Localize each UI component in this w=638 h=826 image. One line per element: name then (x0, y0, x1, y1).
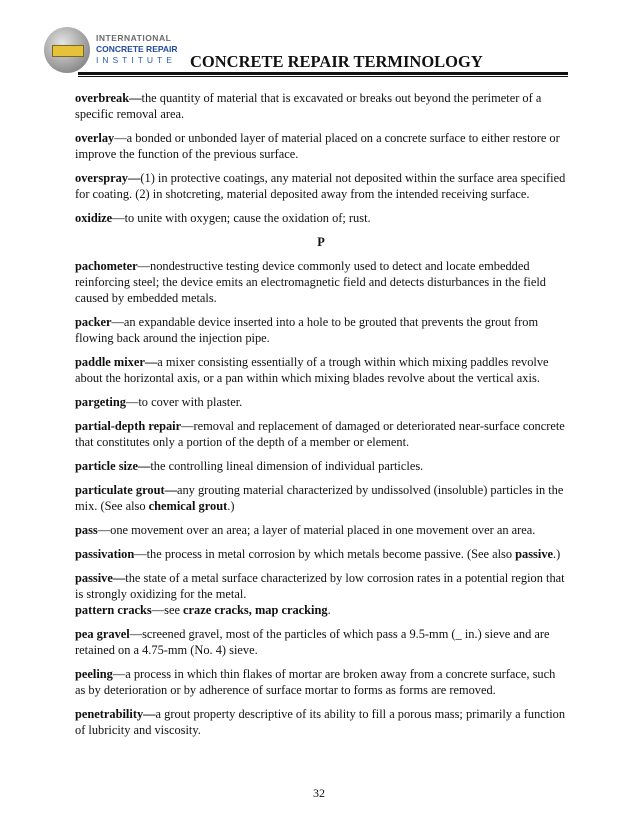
header-rule-thin (78, 76, 568, 77)
entry-definition: —a bonded or unbonded layer of material placed on a concrete surface to either restore or improve the function of the previous surface. (75, 131, 560, 161)
entry-definition: .) (227, 499, 235, 513)
entry-term: penetrability— (75, 707, 156, 721)
entry-term: paddle mixer— (75, 355, 158, 369)
glossary-entry (75, 394, 567, 410)
logo-line-1: INTERNATIONAL (96, 33, 172, 43)
glossary-body (75, 90, 567, 746)
glossary-entry (75, 602, 567, 618)
entry-definition: —to unite with oxygen; cause the oxidation of; rust. (112, 211, 371, 225)
section-letter: P (317, 235, 325, 249)
glossary-entry (75, 458, 567, 474)
globe-logo-icon (44, 27, 90, 73)
cross-reference-term: passive (515, 547, 554, 561)
entry-term: pargeting (75, 395, 126, 409)
glossary-entry (75, 130, 567, 162)
entry-term: particulate grout— (75, 483, 177, 497)
glossary-entry (75, 570, 567, 602)
entry-term: passivation (75, 547, 135, 561)
glossary-entry (75, 546, 567, 562)
logo-line-2: CONCRETE REPAIR (96, 44, 178, 54)
glossary-entry (75, 482, 567, 514)
glossary-entry (75, 170, 567, 202)
entry-term: pattern cracks (75, 603, 152, 617)
glossary-entry (75, 522, 567, 538)
page-number: 32 (313, 786, 325, 800)
entry-definition: .) (553, 547, 561, 561)
cross-reference-term: chemical grout (148, 499, 228, 513)
cross-reference-term: craze cracks, map cracking (183, 603, 328, 617)
entry-definition: the quantity of material that is excavated or breaks out beyond the perimeter of a specific removal area. (75, 91, 542, 121)
entry-term: pachometer (75, 259, 138, 273)
entry-definition: —see (151, 603, 184, 617)
entry-term: partial-depth repair (75, 419, 182, 433)
logo-line-3: INSTITUTE (96, 55, 176, 65)
entry-term: pass (75, 523, 98, 537)
entry-definition: —nondestructive testing device commonly used to detect and locate embedded reinforcing steel; the device emits an electromagnetic field and detects disturbances in the field caused by embedded metals. (75, 259, 547, 305)
entry-definition: the state of a metal surface characterized by low corrosion rates in a potential region that is strongly oxidizing for the metal. (75, 571, 565, 601)
icri-logo (44, 27, 189, 77)
entry-term: packer (75, 315, 112, 329)
entry-term: oxidize (75, 211, 113, 225)
glossary-entry (75, 706, 567, 738)
entry-definition: —a process in which thin flakes of mortar are broken away from a concrete surface, such as by deterioration or by adherence of surface mortar to forms as forms are removed. (75, 667, 556, 697)
glossary-entry (75, 418, 567, 450)
entry-definition: a grout property descriptive of its ability to fill a porous mass; primarily a function of lubricity and viscosity. (75, 707, 566, 737)
entry-term: pea gravel (75, 627, 130, 641)
entry-definition: —removal and replacement of damaged or deteriorated near-surface concrete that constitutes only a portion of the depth of a member or element. (75, 419, 565, 449)
entry-definition: a mixer consisting essentially of a trough within which mixing paddles revolve about the horizontal axis, or a pan within which mixing blades revolve about the vertical axis. (75, 355, 549, 385)
entry-definition: —the process in metal corrosion by which metals become passive. (See also (134, 547, 516, 561)
entry-term: passive— (75, 571, 126, 585)
glossary-entry (75, 258, 567, 306)
entry-term: particle size— (75, 459, 151, 473)
glossary-entry (75, 210, 567, 226)
entry-term: overspray— (75, 171, 141, 185)
entry-term: peeling (75, 667, 113, 681)
entry-term: overbreak— (75, 91, 142, 105)
entry-definition: —to cover with plaster. (125, 395, 243, 409)
glossary-entry (75, 314, 567, 346)
glossary-entry (75, 626, 567, 658)
entry-definition: (1) in protective coatings, any material not deposited within the surface area specified for coating. (2) in shotcreting, material deposited away from the intended receiving surface. (75, 171, 566, 201)
glossary-entry (75, 354, 567, 386)
entry-term: overlay (75, 131, 115, 145)
header-rule (78, 72, 568, 75)
entry-definition: —screened gravel, most of the particles of which pass a 9.5-mm (_ in.) sieve and are retained on a 4.75-mm (No. 4) sieve. (75, 627, 550, 657)
entry-definition: . (327, 603, 331, 617)
glossary-entry (75, 666, 567, 698)
entry-definition: —one movement over an area; a layer of material placed in one movement over an area. (97, 523, 536, 537)
entry-definition: any grouting material characterized by undissolved (insoluble) particles in the mix. (See also (75, 483, 564, 513)
entry-definition: —an expandable device inserted into a hole to be grouted that prevents the grout from flowing back around the injection pipe. (75, 315, 539, 345)
entry-definition: the controlling lineal dimension of individual particles. (150, 459, 424, 473)
glossary-entry (75, 90, 567, 122)
page-title: CONCRETE REPAIR TERMINOLOGY (190, 52, 483, 71)
